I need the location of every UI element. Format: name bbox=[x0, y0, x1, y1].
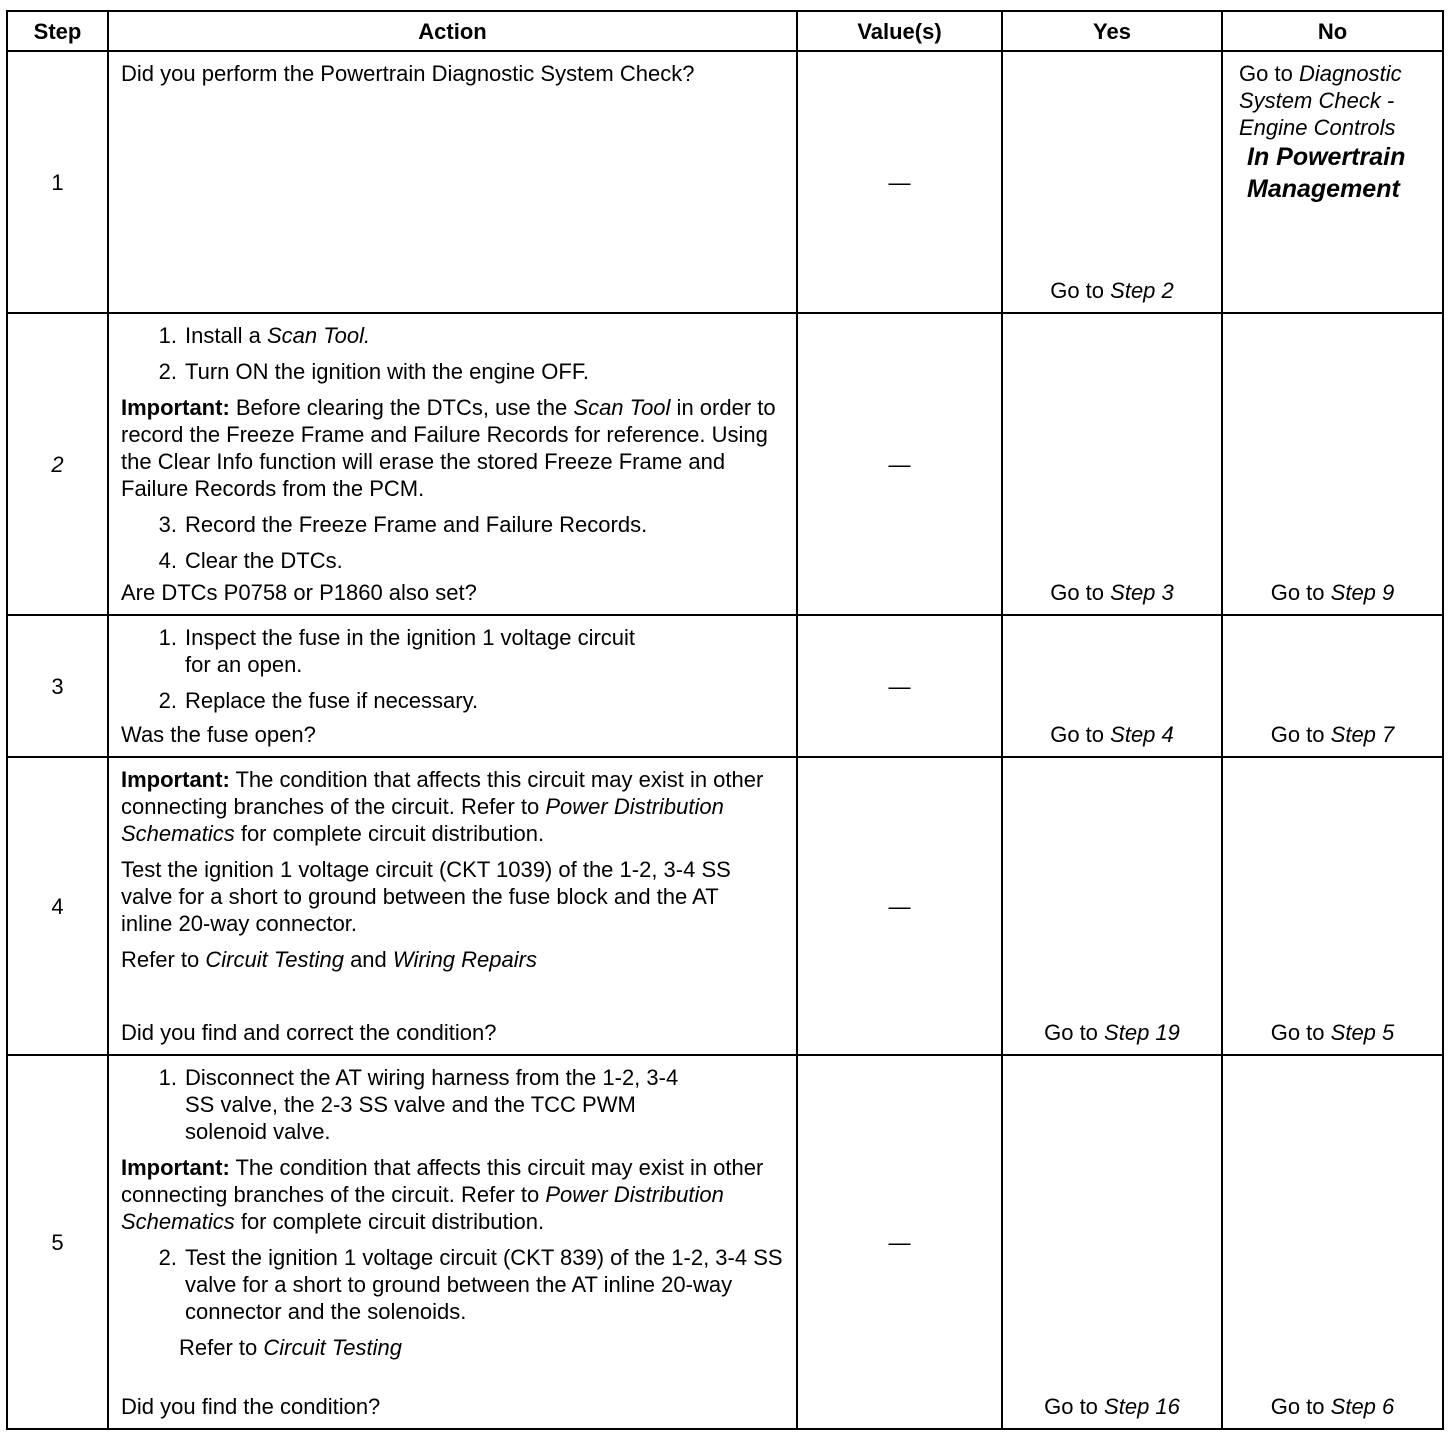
yes-goto[interactable]: Go to Step 3 bbox=[1050, 580, 1174, 605]
yes-cell bbox=[1002, 757, 1222, 1055]
value-cell: — bbox=[797, 757, 1002, 1055]
question-text: Was the fuse open? bbox=[121, 722, 316, 747]
refer-text: Refer to Circuit Testing and Wiring Repairs bbox=[121, 947, 537, 972]
value-cell: — bbox=[797, 615, 1002, 757]
no-goto[interactable]: Go to Diagnostic System Check - Engine Controls In Powertrain Management bbox=[1239, 61, 1406, 203]
step-number: 1 bbox=[7, 51, 108, 313]
list-item: 1. Disconnect the AT wiring harness from the 1-2, 3-4 SS valve, the 2-3 SS valve and the TCC PWM solenoid valve. bbox=[158, 1065, 679, 1144]
step-number: 2 bbox=[7, 313, 108, 615]
action-cell bbox=[108, 313, 797, 615]
refer-text: Refer to Circuit Testing bbox=[179, 1335, 402, 1360]
question-text: Are DTCs P0758 or P1860 also set? bbox=[121, 580, 477, 605]
action-cell bbox=[108, 51, 797, 313]
yes-goto[interactable]: Go to Step 4 bbox=[1050, 722, 1174, 747]
yes-cell bbox=[1002, 51, 1222, 313]
no-cell bbox=[1222, 757, 1443, 1055]
yes-cell bbox=[1002, 1055, 1222, 1429]
diagnostic-table bbox=[6, 10, 1444, 1430]
list-item: 3. Record the Freeze Frame and Failure Records. bbox=[158, 512, 648, 537]
no-cell bbox=[1222, 1055, 1443, 1429]
yes-cell bbox=[1002, 615, 1222, 757]
important-note: Important: Before clearing the DTCs, use the Scan Tool in order to record the Freeze Frame and Failure Records for reference. Using the Clear Info function will erase the stored Freeze Frame and Failure Records from the PCM. bbox=[121, 395, 776, 501]
action-cell bbox=[108, 615, 797, 757]
table-row bbox=[7, 615, 1443, 757]
no-goto[interactable]: Go to Step 6 bbox=[1270, 1394, 1395, 1419]
value-cell: — bbox=[797, 313, 1002, 615]
list-item: 2. Test the ignition 1 voltage circuit (CKT 839) of the 1-2, 3-4 SS valve for a short to ground between the AT inline 20-way connector and the solenoids. bbox=[158, 1245, 783, 1324]
important-note: Important: The condition that affects this circuit may exist in other connecting branches of the circuit. Refer to Power Distribution Schematics for complete circuit distribution. bbox=[121, 767, 764, 846]
header-values: Value(s) bbox=[797, 11, 1002, 51]
diagnostic-table-document bbox=[6, 10, 1442, 1428]
no-cell bbox=[1222, 313, 1443, 615]
list-item: 2. Turn ON the ignition with the engine OFF. bbox=[158, 359, 589, 384]
no-goto[interactable]: Go to Step 9 bbox=[1270, 580, 1395, 605]
question-text: Did you perform the Powertrain Diagnostic System Check? bbox=[121, 61, 695, 86]
table-row bbox=[7, 51, 1443, 313]
value-cell: — bbox=[797, 1055, 1002, 1429]
list-item: 1. Install a Scan Tool. bbox=[158, 323, 371, 348]
yes-cell bbox=[1002, 313, 1222, 615]
important-note: Important: The condition that affects this circuit may exist in other connecting branches of the circuit. Refer to Power Distribution Schematics for complete circuit distribution. bbox=[121, 1155, 764, 1234]
yes-goto[interactable]: Go to Step 16 bbox=[1044, 1394, 1180, 1419]
header-row bbox=[7, 11, 1443, 51]
step-number: 3 bbox=[7, 615, 108, 757]
yes-goto[interactable]: Go to Step 19 bbox=[1044, 1020, 1180, 1045]
action-cell bbox=[108, 1055, 797, 1429]
test-instruction: Test the ignition 1 voltage circuit (CKT 1039) of the 1-2, 3-4 SS valve for a short to ground between the fuse block and the AT inline 20-way connector. bbox=[121, 857, 731, 936]
no-cell bbox=[1222, 51, 1443, 313]
no-goto[interactable]: Go to Step 7 bbox=[1270, 722, 1395, 747]
step-number: 4 bbox=[7, 757, 108, 1055]
list-item: 4. Clear the DTCs. bbox=[158, 548, 343, 573]
list-item: 1. Inspect the fuse in the ignition 1 voltage circuit for an open. bbox=[158, 625, 636, 677]
step-number: 5 bbox=[7, 1055, 108, 1429]
question-text: Did you find the condition? bbox=[121, 1394, 381, 1419]
list-item: 2. Replace the fuse if necessary. bbox=[158, 688, 479, 713]
header-yes: Yes bbox=[1002, 11, 1222, 51]
header-action: Action bbox=[108, 11, 797, 51]
header-step: Step bbox=[7, 11, 108, 51]
action-cell bbox=[108, 757, 797, 1055]
no-cell bbox=[1222, 615, 1443, 757]
no-goto[interactable]: Go to Step 5 bbox=[1270, 1020, 1395, 1045]
header-no: No bbox=[1222, 11, 1443, 51]
question-text: Did you find and correct the condition? bbox=[121, 1020, 497, 1045]
table-row bbox=[7, 313, 1443, 615]
value-cell: — bbox=[797, 51, 1002, 313]
table-row bbox=[7, 757, 1443, 1055]
yes-goto[interactable]: Go to Step 2 bbox=[1050, 278, 1174, 303]
table-row bbox=[7, 1055, 1443, 1429]
